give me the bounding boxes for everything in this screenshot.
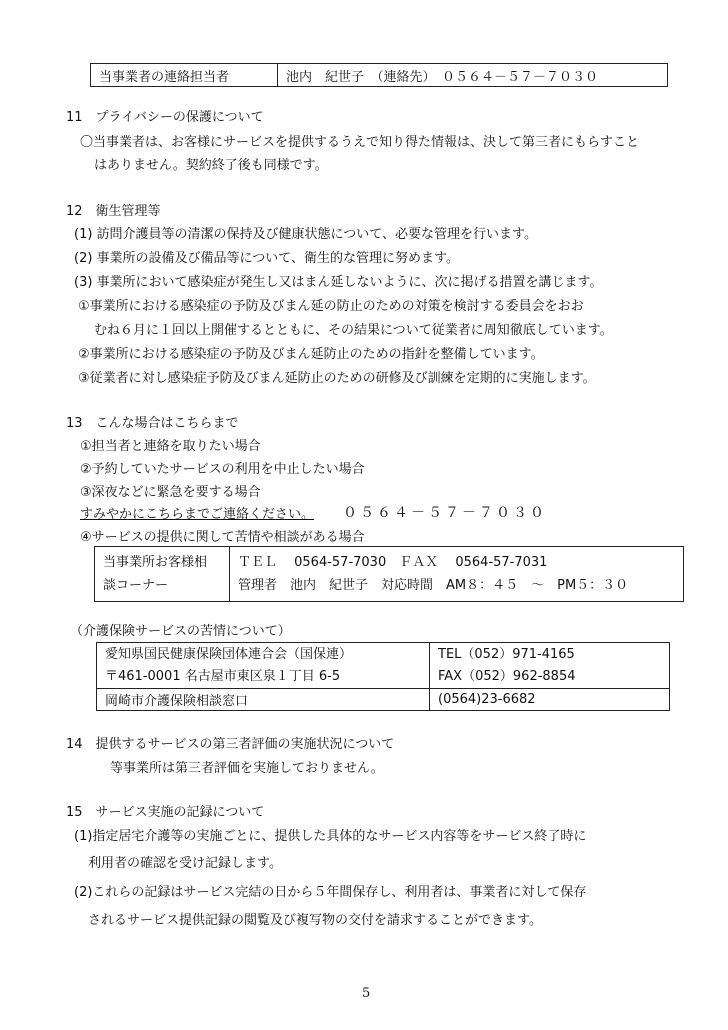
section-13-item-3: ③深夜などに緊急を要する場合 [80,485,261,500]
section-12-line-3: (3) 事業所において感染症が発生し又はまん延しないように、次に掲げる措置を講じます。 [74,275,603,290]
section-13-item-4: ④サービスの提供に関して苦情や相談がある場合 [80,530,365,545]
contact-table [90,63,668,87]
section-12-heading: 12 衛生管理等 [66,204,161,219]
org-fax: FAX（052）962-8854 [438,668,576,684]
org-address: 〒461-0001 名古屋市東区泉１丁目 6-5 [105,668,341,684]
desk-tel-fax: ＴＥＬ 0564-57-7030 ＦＡＸ 0564-57-7031 [238,555,548,570]
contact-value: 池内 紀世子 （連絡先） ０５６４－５７－７０３０ [278,64,668,87]
section-11-line-2: はありません。契約終了後も同様です。 [94,158,328,173]
section-13-heading: 13 こんな場合はこちらまで [66,416,239,431]
section-15-line-1: (1)指定居宅介護等の実施ごとに、提供した具体的なサービス内容等をサービス終了時に [74,829,587,844]
section-15-line-2: 利用者の確認を受け記録します。 [88,856,282,871]
section-12-line-1: (1) 訪問介護員等の清潔の保持及び健康状態について、必要な管理を行います。 [74,227,537,242]
city-name: 岡崎市介護保険相談窓口 [97,689,430,711]
section-11-heading: 11 プライバシーの保護について [66,110,264,125]
desk-label-line-2: 談コーナー [103,578,169,593]
org-name: 愛知県国民健康保険団体連合会（国保連） [105,646,353,662]
section-12-line-7: ③従業者に対し感染症予防及びまん延防止のための研修及び訓練を定期的に実施します。 [78,371,596,386]
section-14-heading: 14 提供するサービスの第三者評価の実施状況について [66,737,395,752]
section-15-line-4: されるサービス提供記録の閲覧及び複写物の交付を請求することができます。 [88,913,542,928]
section-15-line-3: (2)これらの記録はサービス完結の日から５年間保存し、利用者は、事業者に対して保存 [74,885,587,900]
desk-label-line-1: 当事業所お客様相 [103,555,208,570]
insurance-table [96,642,670,711]
section-12-line-4: ①事業所における感染症の予防及びまん延の防止のための対策を検討する委員会をおお [78,299,584,314]
insurance-heading: （介護保険サービスの苦情について） [70,624,291,639]
org-cell [97,643,430,689]
desk-manager-hours: 管理者 池内 紀世子 対応時間 AM８：４５ ～ PM５：３０ [238,578,629,593]
section-13-item-1: ①担当者と連絡を取りたい場合 [80,439,261,454]
section-11-line-1: 〇当事業者は、お客様にサービスを提供するうえで知り得た情報は、決して第三者にもらすこと [80,135,640,150]
section-13-item-2: ②予約していたサービスの利用を中止したい場合 [80,462,365,477]
section-12-line-6: ②事業所における感染症の予防及びまん延防止のための指針を整備しています。 [78,347,544,362]
complaint-desk-table [94,546,684,602]
urgent-contact-text: すみやかにこちらまでご連絡ください。 [80,507,315,522]
city-tel: (0564)23-6682 [430,689,670,711]
page-number: 5 [362,986,371,1001]
org-contact-cell [430,643,670,689]
urgent-contact-tel: ０５６４－５７－７０３０ [343,505,547,521]
section-12-line-2: (2) 事業所の設備及び備品等について、衛生的な管理に努めます。 [74,251,459,266]
desk-label-cell [95,547,230,602]
contact-label: 当事業者の連絡担当者 [91,64,278,87]
org-tel: TEL（052）971-4165 [438,646,575,662]
section-14-line: 等事業所は第三者評価を実施しておりません。 [110,761,384,776]
section-15-heading: 15 サービス実施の記録について [66,805,265,820]
section-12-line-5: むね６月に１回以上開催するとともに、その結果について従業者に周知徹底しています。 [94,323,613,338]
desk-info-cell [230,547,684,602]
